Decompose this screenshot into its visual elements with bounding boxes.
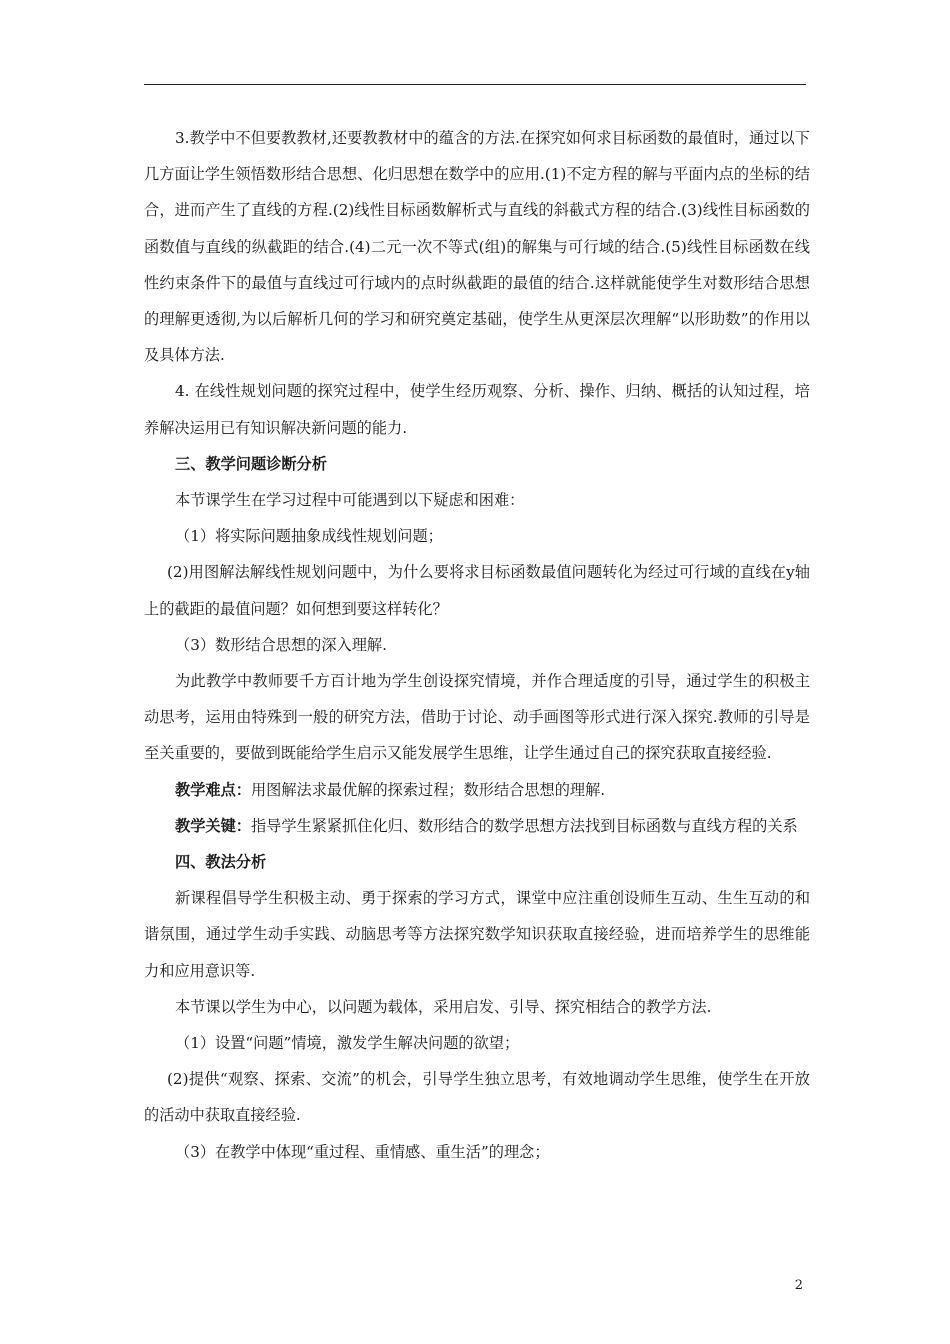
body-paragraph: 为此教学中教师要千方百计地为学生创设探究情境，并作合理适度的引导，通过学生的积极主动思考，运用由特殊到一般的研究方法，借助于讨论、动手画图等形式进行深入探究.教师的引导是至关重要的，要做到既能给学生启示又能发展学生思维，让学生通过自己的探究获取直接经验. — [144, 672, 810, 763]
paragraph-text: 指导学生紧紧抓住化归、数形结合的数学思想方法找到目标函数与直线方程的关系 — [250, 816, 798, 835]
body-paragraph: 本节课学生在学习过程中可能遇到以下疑虑和困难： — [175, 491, 525, 510]
body-paragraph: 新课程倡导学生积极主动、勇于探索的学习方式，课堂中应注重创设师生互动、生生互动的和谐氛围，通过学生动手实践、动脑思考等方法探究数学知识获取直接经验，进而培养学生的思维能力和应用意识等. — [144, 889, 810, 980]
body-paragraph: (2)用图解法解线性规划问题中，为什么要将求目标函数最值问题转化为经过可行域的直线在y轴上的截距的最值问题？如何想到要这样转化？ — [144, 563, 810, 618]
body-paragraph: （1）设置“问题”情境，激发学生解决问题的欲望； — [175, 1034, 520, 1053]
header-rule — [144, 84, 806, 85]
labeled-paragraph — [144, 808, 810, 844]
paragraph-label: 教学关键： — [175, 816, 251, 835]
body-paragraph: 4. 在线性规划问题的探究过程中，使学生经历观察、分析、操作、归纳、概括的认知过程，培养解决运用已有知识解决新问题的能力. — [144, 382, 810, 437]
paragraph-text: 用图解法求最优解的探索过程；数形结合思想的理解. — [250, 780, 606, 799]
section-heading: 四、教法分析 — [175, 853, 267, 872]
document-body — [144, 120, 810, 1170]
body-paragraph: 本节课以学生为中心，以问题为载体，采用启发、引导、探究相结合的教学方法. — [175, 997, 712, 1016]
page-number: 2 — [794, 1278, 803, 1293]
labeled-paragraph — [144, 772, 810, 808]
body-paragraph: （3）在教学中体现“重过程、重情感、重生活”的理念； — [175, 1142, 550, 1161]
section-heading: 三、教学问题诊断分析 — [175, 454, 327, 473]
paragraph-label: 教学难点： — [175, 780, 251, 799]
body-paragraph: （1）将实际问题抽象成线性规划问题； — [175, 527, 443, 546]
body-paragraph: （3）数形结合思想的深入理解. — [175, 635, 387, 654]
body-paragraph: 3.教学中不但要教教材,还要教教材中的蕴含的方法.在探究如何求目标函数的最值时，通过以下几方面让学生领悟数形结合思想、化归思想在数学中的应用.(1)不定方程的解与平面内点的坐标的结合，进而产生了直线的方程.(2)线性目标函数解析式与直线的斜截式方程的结合.(3)线性目标函数的函数值与直线的纵截距的结合.(4)二元一次不等式(组)的解集与可行域的结合.(5)线性目标函数在线性约束条件下的最值与直线过可行域内的点时纵截距的最值的结合.这样就能使学生对数形结合思想的理解更透彻,为以后解析几何的学习和研究奠定基础，使学生从更深层次理解“以形助数”的作用以及具体方法. — [144, 129, 810, 365]
body-paragraph: (2)提供“观察、探索、交流”的机会，引导学生独立思考，有效地调动学生思维，使学生在开放的活动中获取直接经验. — [144, 1070, 810, 1125]
